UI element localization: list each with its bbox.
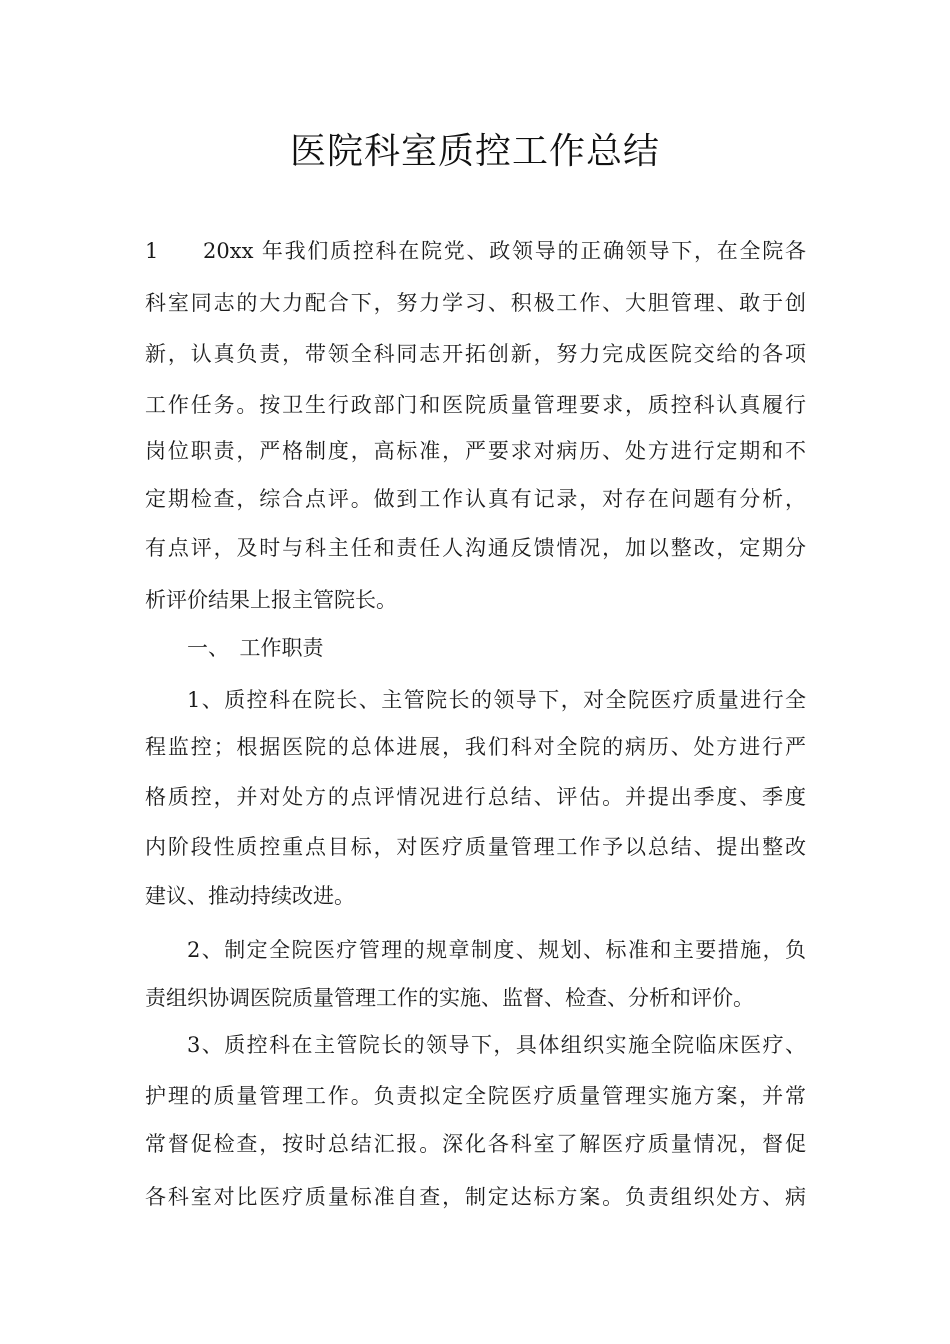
line-text: 20xx 年我们质控科在院党、政领导的正确领导下，在全院各 (203, 239, 806, 263)
body-line: 责组织协调医院质量管理工作的实施、监督、检查、分析和评价。 (145, 986, 754, 1010)
body-line: 常督促检查，按时总结汇报。深化各科室了解医疗质量情况，督促 (145, 1132, 806, 1156)
body-line: 内阶段性质控重点目标，对医疗质量管理工作予以总结、提出整改 (145, 835, 806, 859)
body-line: 程监控；根据医院的总体进展，我们科对全院的病历、处方进行严 (145, 735, 806, 759)
document-title: 医院科室质控工作总结 (289, 131, 660, 172)
body-line: 1、质控科在院长、主管院长的领导下，对全院医疗质量进行全 (187, 688, 806, 712)
body-line: 工作任务。按卫生行政部门和医院质量管理要求，质控科认真履行 (145, 393, 806, 417)
body-line: 各科室对比医疗质量标准自查，制定达标方案。负责组织处方、病 (145, 1185, 806, 1209)
body-line: 析评价结果上报主管院长。 (145, 588, 397, 612)
paragraph-number: 1 (145, 239, 159, 263)
body-line (145, 224, 806, 278)
body-line: 岗位职责，严格制度，高标准，严要求对病历、处方进行定期和不 (145, 439, 806, 463)
body-line: 科室同志的大力配合下，努力学习、积极工作、大胆管理、敢于创 (145, 291, 806, 315)
body-line: 有点评，及时与科主任和责任人沟通反馈情况，加以整改，定期分 (145, 536, 806, 560)
body-line: 格质控，并对处方的点评情况进行总结、评估。并提出季度、季度 (145, 785, 806, 809)
body-line: 2、制定全院医疗管理的规章制度、规划、标准和主要措施，负 (187, 938, 806, 962)
body-line: 3、质控科在主管院长的领导下，具体组织实施全院临床医疗、 (187, 1033, 806, 1057)
body-line: 新，认真负责，带领全科同志开拓创新，努力完成医院交给的各项 (145, 342, 806, 366)
section-heading: 一、 工作职责 (187, 636, 324, 660)
body-line: 护理的质量管理工作。负责拟定全院医疗质量管理实施方案，并常 (145, 1084, 806, 1108)
body-line: 建议、推动持续改进。 (145, 884, 355, 908)
body-line: 定期检查，综合点评。做到工作认真有记录，对存在问题有分析， (145, 487, 806, 511)
